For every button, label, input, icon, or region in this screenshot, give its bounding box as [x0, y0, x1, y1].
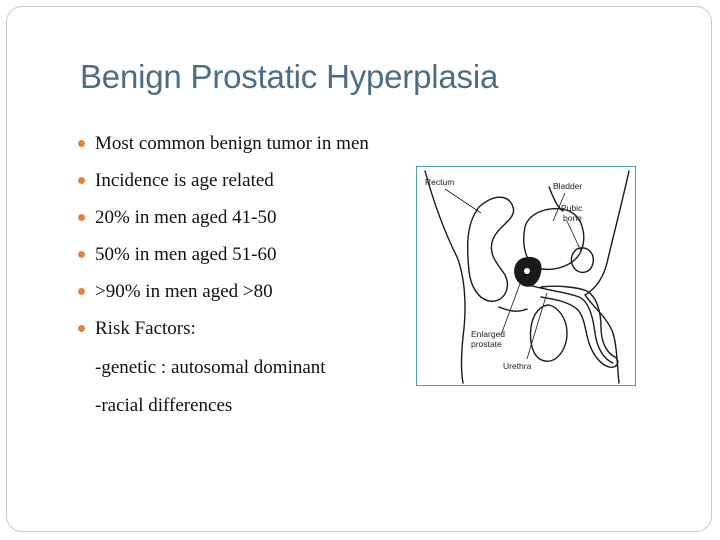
label-enlarged-prostate-line1: Enlarged: [471, 329, 506, 339]
label-rectum: Rectum: [425, 177, 455, 187]
slide-title: Benign Prostatic Hyperplasia: [80, 58, 499, 95]
bullet-dot-icon: [78, 325, 85, 332]
bullet-text: 20% in men aged 41-50: [95, 207, 277, 228]
sub-item-racial: -racial differences: [95, 395, 233, 416]
bullet-dot-icon: [78, 177, 85, 184]
label-enlarged-prostate-line2: prostate: [471, 339, 502, 349]
bullet-text: Risk Factors:: [95, 318, 196, 339]
bullet-text: 50% in men aged 51-60: [95, 244, 277, 265]
penis-shape: [541, 286, 618, 367]
prostate-anatomy-illustration: [417, 167, 635, 385]
bullet-dot-icon: [78, 251, 85, 258]
bullet-dot-icon: [78, 214, 85, 221]
label-urethra: Urethra: [503, 361, 532, 371]
bullet-dot-icon: [78, 140, 85, 147]
label-bladder: Bladder: [553, 181, 583, 191]
bullet-text: >90% in men aged >80: [95, 281, 273, 302]
urethra-path: [523, 283, 613, 363]
anatomy-figure: [416, 166, 636, 386]
scrotum-shape: [531, 305, 567, 361]
bullet-text: Most common benign tumor in men: [95, 133, 369, 154]
bullet-dot-icon: [78, 288, 85, 295]
body-outline: [425, 171, 465, 383]
rectum-shape: [468, 197, 514, 301]
bullet-text: Incidence is age related: [95, 170, 274, 191]
label-pubic-bone-line2: bone: [563, 213, 582, 223]
sub-item-genetic: -genetic : autosomal dominant: [95, 357, 326, 378]
label-pubic-bone-line1: Pubic: [561, 203, 583, 213]
